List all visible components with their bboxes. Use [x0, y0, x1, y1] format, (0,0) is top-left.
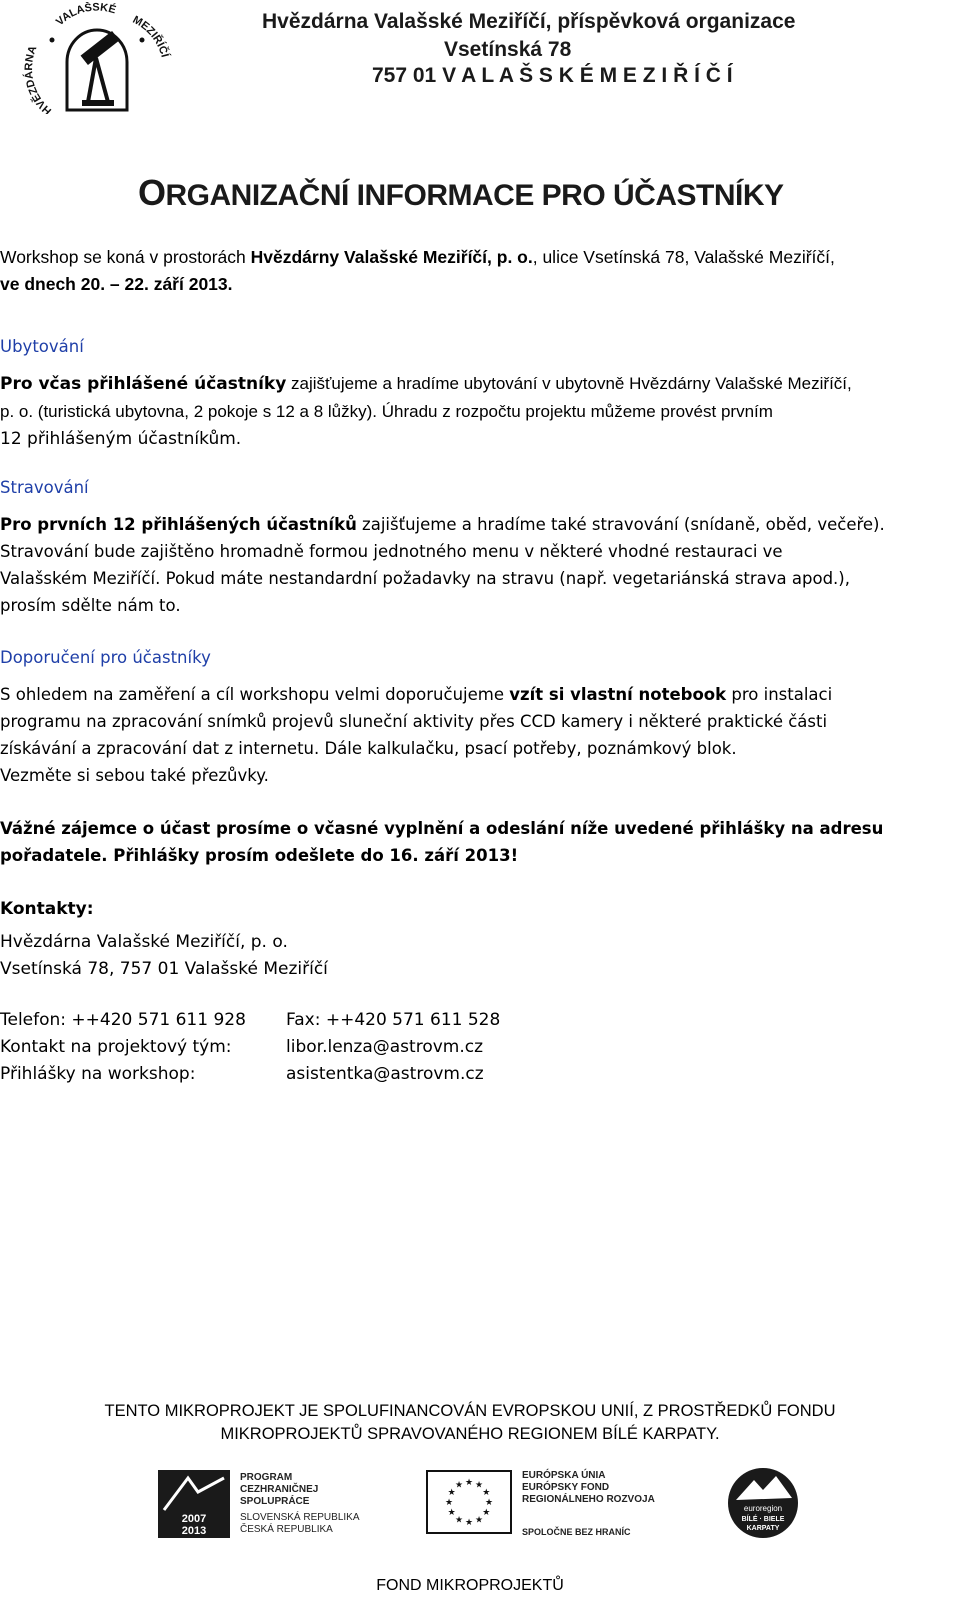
intro-text-1: Workshop se koná v prostorách [0, 247, 251, 267]
recommendation-notebook: vzít si vlastní notebook [509, 685, 727, 704]
eu-star-icon: ★ [484, 1498, 494, 1508]
eu-star-icon: ★ [482, 1508, 491, 1518]
contacts-block [0, 896, 328, 983]
contact-registration-email[interactable]: asistentka@astrovm.cz [286, 1064, 484, 1084]
eu-line-3: REGIONÁLNEHO ROZVOJA [522, 1494, 655, 1505]
catering-text-4: prosím sdělte nám to. [0, 596, 181, 615]
footer-notice [0, 1400, 940, 1446]
catering-text-2: Stravování bude zajištěno hromadně formou jednotného menu v některé vhodné restauraci ve [0, 542, 783, 561]
eu-star-icon: ★ [447, 1488, 456, 1498]
catering-heading: Stravování [0, 478, 89, 497]
eu-logo [426, 1468, 686, 1540]
svg-text:VALAŠSKÉ [54, 2, 118, 28]
recommendation-text-4: Vezměte si sebou také přezůvky. [0, 766, 269, 785]
logo-text-right: MEZIŘÍČÍ [130, 13, 171, 59]
catering-text-3: Valašském Meziříčí. Pokud máte nestandardní požadavky na stravu (např. vegetariánská strava apod.), [0, 569, 850, 588]
accommodation-paragraph [0, 370, 950, 453]
accommodation-text-3: 12 přihlášeným účastníkům. [0, 429, 242, 449]
euroregion-logo [726, 1466, 800, 1540]
intro-dates: ve dnech 20. – 22. září 2013. [0, 274, 233, 294]
recommendation-text-1b: pro instalaci [726, 685, 833, 704]
program-line-2: CEZHRANIČNEJ [240, 1484, 319, 1495]
recommendation-text-2: programu na zpracování snímků projevů sluneční aktivity přes CCD kamery i některé praktické části [0, 712, 828, 731]
program-years-bottom: 2013 [181, 1525, 207, 1537]
eu-star-icon: ★ [464, 1478, 474, 1488]
header-org-name: Hvězdárna Valašské Meziříčí, příspěvková organizace [262, 10, 796, 33]
program-line-5: ČESKÁ REPUBLIKA [240, 1524, 333, 1535]
accommodation-text-1: zajišťujeme a hradíme ubytování v ubytovně Hvězdárny Valašské Meziříčí, [286, 374, 852, 393]
contact-team-label: Kontakt na projektový tým: [0, 1037, 232, 1057]
logo-text-left: HVĚZDÁRNA [22, 44, 55, 114]
program-line-1: PROGRAM [240, 1472, 293, 1483]
header-street: Vsetínská 78 [444, 38, 572, 61]
recommendation-text-3: získávání a zpracování dat z internetu. Dále kalkulačku, psací potřeby, poznámkový blok. [0, 739, 737, 758]
contact-registration-label: Přihlášky na workshop: [0, 1064, 196, 1084]
eu-line-2: EURÓPSKY FOND [522, 1482, 610, 1493]
program-emblem-icon [158, 1470, 230, 1538]
footer-line-2: MIKROPROJEKTŮ SPRAVOVANÉHO REGIONEM BÍLÉ KARPATY. [220, 1425, 720, 1443]
eu-star-icon: ★ [447, 1508, 456, 1518]
eu-star-icon: ★ [464, 1518, 474, 1528]
contacts-address: Vsetínská 78, 757 01 Valašské Meziříčí [0, 959, 328, 979]
recommendation-paragraph [0, 681, 950, 789]
intro-text-2: , ulice Vsetínská 78, Valašské Meziříčí, [532, 247, 835, 267]
recommendation-heading: Doporučení pro účastníky [0, 648, 211, 667]
logo-text-top: VALAŠSKÉ [53, 2, 118, 29]
svg-text:MEZIŘÍČÍ [131, 14, 172, 60]
header-city: 757 01 V A L A Š S K É M E Z I Ř Í Č Í [372, 64, 733, 87]
footer-line-1: TENTO MIKROPROJEKT JE SPOLUFINANCOVÁN EVROPSKOU UNIÍ, Z PROSTŘEDKŮ FONDU [104, 1402, 836, 1420]
eu-star-icon: ★ [444, 1498, 454, 1508]
eu-star-icon: ★ [454, 1515, 464, 1526]
eu-flag-icon [426, 1470, 512, 1534]
page-title [138, 172, 784, 214]
eu-star-icon: ★ [474, 1515, 484, 1526]
intro-paragraph [0, 244, 950, 298]
accommodation-text-2: p. o. (turistická ubytovna, 2 pokoje s 12 a 8 lůžky). Úhradu z rozpočtu projektu můžeme provést prvním [0, 402, 773, 421]
euroregion-line-1: euroregion [743, 1504, 783, 1513]
eu-line-4: SPOLOČNE BEZ HRANÍC [522, 1527, 631, 1537]
title-first-letter: O [138, 172, 166, 213]
svg-text:HVĚZDÁRNA [22, 44, 54, 114]
eu-star-icon: ★ [482, 1488, 491, 1498]
footer-fund: FOND MIKROPROJEKTŮ [376, 1577, 564, 1594]
euroregion-line-3: KARPATY [746, 1525, 780, 1532]
notice-paragraph [0, 815, 950, 869]
intro-observatory: Hvězdárny Valašské Meziříčí, p. o. [250, 247, 533, 267]
contact-fax: Fax: ++420 571 611 528 [286, 1010, 501, 1030]
catering-paragraph [0, 511, 950, 619]
contacts-name: Hvězdárna Valašské Meziříčí, p. o. [0, 932, 288, 952]
notice-line-2: pořadatele. Přihlášky prosím odešlete do 16. září 2013! [0, 846, 519, 865]
notice-line-1: Vážné zájemce o účast prosíme o včasné vyplnění a odeslání níže uvedené přihlášky na adresu [0, 819, 884, 838]
program-line-4: SLOVENSKÁ REPUBLIKA [240, 1512, 360, 1523]
accommodation-bold: Pro včas přihlášené účastníky [0, 374, 287, 394]
euroregion-line-2: BÍLÉ · BIELE [741, 1516, 785, 1523]
program-line-3: SPOLUPRÁCE [240, 1496, 310, 1507]
recommendation-text-1: S ohledem na zaměření a cíl workshopu velmi doporučujeme [0, 685, 510, 704]
catering-text-1: zajišťujeme a hradíme také stravování (snídaně, oběd, večeře). [356, 515, 885, 534]
contacts-heading: Kontakty: [0, 899, 94, 919]
accommodation-heading: Ubytování [0, 337, 84, 356]
program-logo [158, 1470, 388, 1538]
contact-team-email[interactable]: libor.lenza@astrovm.cz [286, 1037, 484, 1057]
contact-phone: Telefon: ++420 571 611 928 [0, 1010, 246, 1030]
contact-row [0, 1037, 484, 1057]
catering-bold: Pro prvních 12 přihlášených účastníků [0, 515, 357, 534]
observatory-logo [22, 2, 172, 114]
title-rest: RGANIZAČNÍ INFORMACE PRO ÚČASTNÍKY [165, 179, 784, 212]
eu-star-icon: ★ [474, 1480, 484, 1491]
contact-row [0, 1064, 484, 1084]
program-years-top: 2007 [181, 1513, 207, 1525]
eu-line-1: EURÓPSKA ÚNIA [522, 1470, 606, 1481]
eu-star-icon: ★ [454, 1480, 464, 1491]
contact-row [0, 1010, 501, 1030]
